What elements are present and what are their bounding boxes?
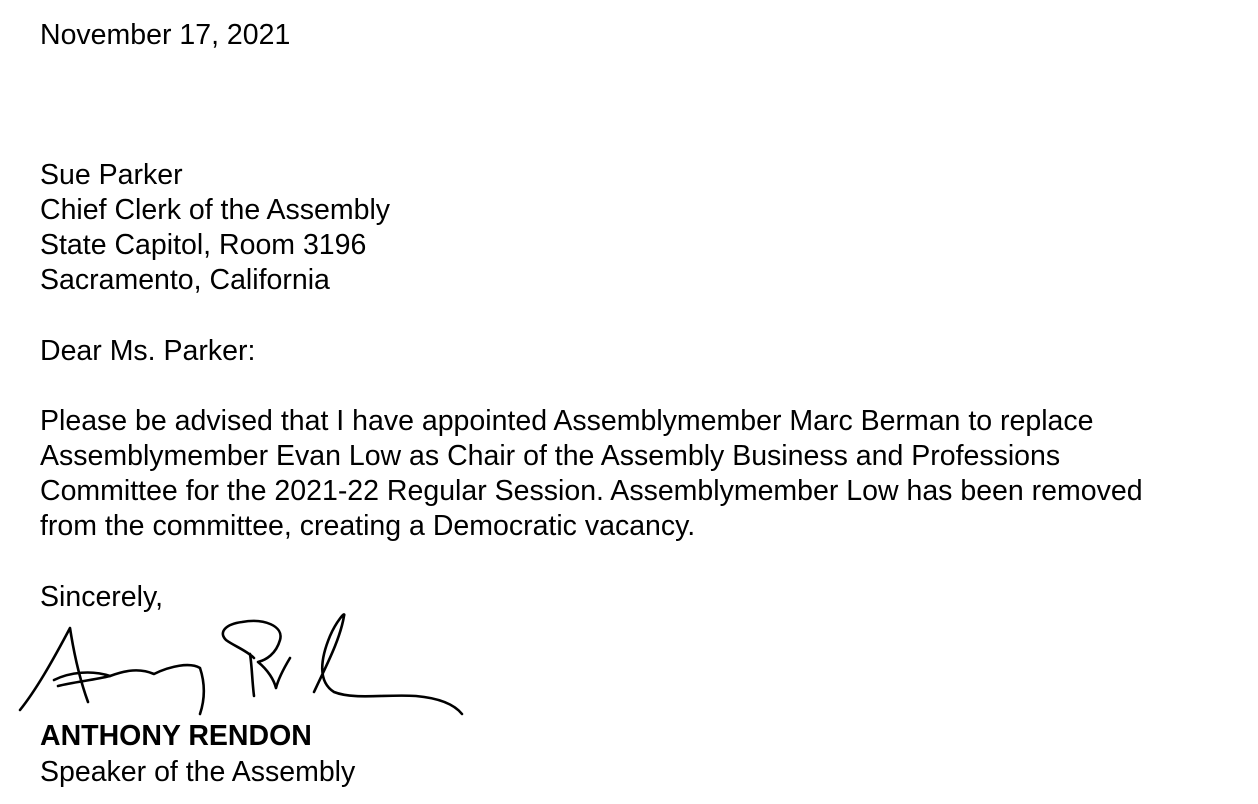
closing: Sincerely, <box>40 581 164 613</box>
body-line: from the committee, creating a Democratic vacancy. <box>40 510 696 542</box>
recipient-name: Sue Parker <box>40 159 183 191</box>
letter-date: November 17, 2021 <box>40 19 291 51</box>
body-line: Committee for the 2021-22 Regular Session. Assemblymember Low has been removed <box>40 475 1143 507</box>
signer-title: Speaker of the Assembly <box>40 756 356 788</box>
salutation: Dear Ms. Parker: <box>40 335 256 367</box>
body-line: Please be advised that I have appointed Assemblymember Marc Berman to replace <box>40 405 1094 437</box>
recipient-address-line2: Sacramento, California <box>40 264 330 296</box>
body-line: Assemblymember Evan Low as Chair of the Assembly Business and Professions <box>40 440 1061 472</box>
recipient-address-line1: State Capitol, Room 3196 <box>40 229 367 261</box>
signer-name: ANTHONY RENDON <box>40 720 312 752</box>
recipient-title: Chief Clerk of the Assembly <box>40 194 391 226</box>
signature-image <box>14 610 474 720</box>
